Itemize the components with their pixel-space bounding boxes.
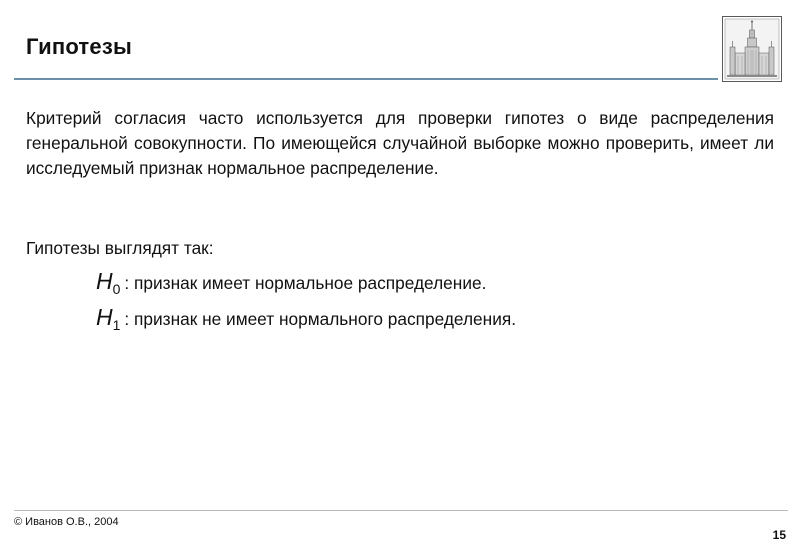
hypothesis-text: : признак имеет нормальное распределение.	[124, 273, 487, 293]
hypothesis-symbol: H	[96, 268, 113, 294]
page-number: 15	[772, 528, 786, 542]
hypothesis-index: 1	[112, 317, 121, 333]
footer-divider	[14, 510, 788, 511]
slide-title: Гипотезы	[26, 34, 132, 59]
hypothesis-text: : признак не имеет нормального распределения.	[124, 309, 517, 329]
hypothesis-symbol: H	[96, 304, 113, 330]
university-building-icon	[722, 16, 782, 82]
hypotheses-intro: Гипотезы выглядят так:	[26, 238, 214, 258]
hypothesis-alternative	[96, 304, 516, 331]
title-divider	[14, 78, 718, 80]
hypothesis-null	[96, 268, 486, 295]
paragraph-text: Критерий согласия часто используется для проверки гипотез о виде распределения генеральной совокупности. По имеющейся случайной выборке можно проверить, имеет ли исследуемый признак нормальное распределение.	[26, 108, 774, 178]
hypothesis-index: 0	[112, 281, 121, 297]
footer-copyright: © Иванов О.В., 2004	[14, 516, 119, 528]
